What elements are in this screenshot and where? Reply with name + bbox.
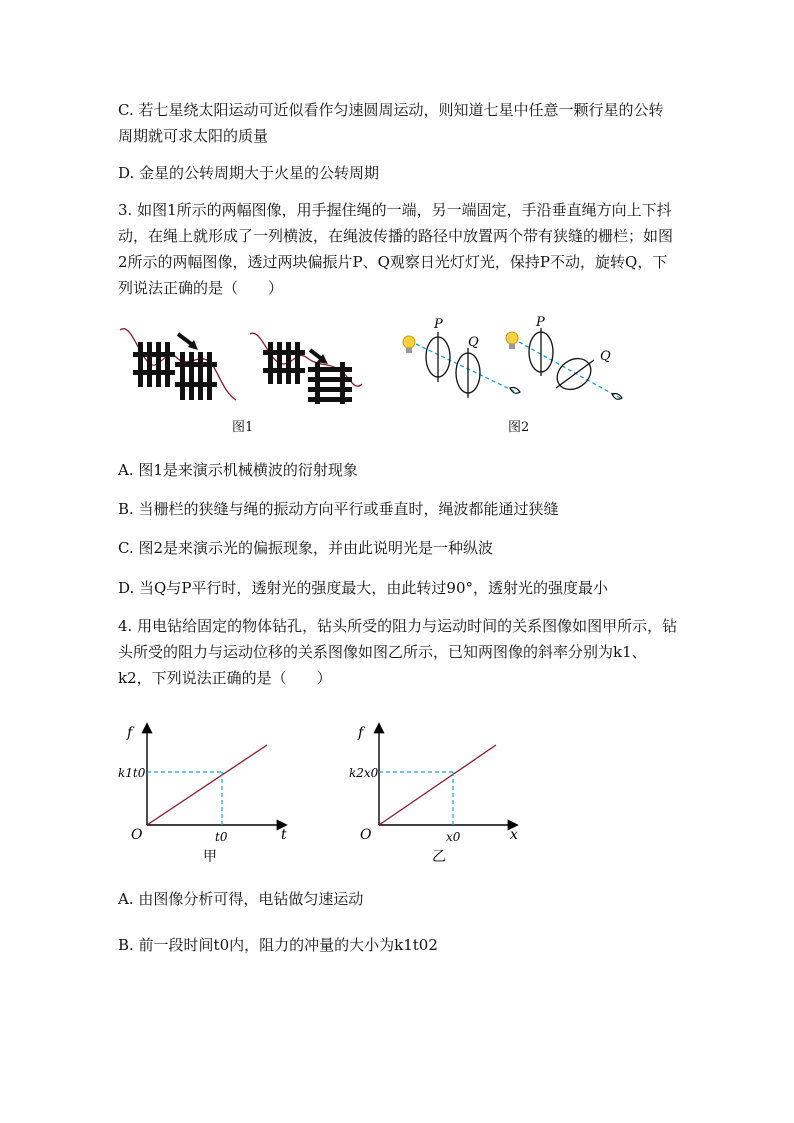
figure1-caption: 图1 (232, 420, 254, 435)
label-p-2: P (536, 315, 545, 330)
polarizer-parallel-setup (403, 317, 520, 398)
label-p-1: P (434, 317, 443, 332)
graph-caption: 乙 (432, 849, 446, 865)
y-axis-label: f (358, 725, 364, 741)
fence-perpendicular-pair (250, 333, 362, 404)
q3-option-a: A. 图1是来演示机械横波的衍射现象 (118, 461, 358, 479)
figure2-caption: 图2 (508, 420, 530, 435)
q3-option-c: C. 图2是来演示光的偏振现象，并由此说明光是一种纵波 (118, 539, 494, 557)
graph-line (147, 745, 267, 825)
lamp-icon (506, 332, 518, 344)
q3-option-b: B. 当栅栏的狭缝与绳的振动方向平行或垂直时，绳波都能通过狭缝 (118, 500, 559, 518)
q2-option-c: C. 若七星绕太阳运动可近似看作匀速圆周运动，则知道七星中任意一颗行星的公转周期就可求太阳的质量 (118, 101, 664, 145)
label-q-2: Q (600, 349, 611, 364)
eye-icon (510, 388, 520, 394)
graph-caption: 甲 (203, 849, 217, 865)
y-tick-label: k2x0 (349, 766, 379, 780)
graph-jia (115, 715, 300, 867)
q2-option-d: D. 金星的公转周期大于火星的公转周期 (118, 164, 380, 182)
figure2-polarizers (398, 312, 633, 412)
q4-option-a: A. 由图像分析可得，电钻做匀速运动 (118, 890, 364, 908)
q4-option-b: B. 前一段时间t0内，阻力的冲量的大小为k1t02 (118, 936, 438, 954)
x-tick-label: x0 (446, 830, 461, 844)
graph-line (379, 745, 496, 825)
origin-label: O (131, 827, 143, 843)
label-q-1: Q (468, 335, 479, 350)
lamp-icon (403, 336, 415, 348)
q3-stem: 3. 如图1所示的两幅图像，用手握住绳的一端，另一端固定，手沿垂直绳方向上下抖动，在绳上就形成了一列横波，在绳波传播的路径中放置两个带有狭缝的栅栏；如图2所示的两幅图像，透过两块偏振片P、Q观察日光灯灯光，保持P不动，旋转Q，下列说法正确的是（ ） (118, 201, 674, 297)
x-tick-label: t0 (215, 830, 228, 844)
origin-label: O (360, 827, 372, 843)
polarizer-perpendicular-setup (506, 315, 622, 399)
q3-option-d: D. 当Q与P平行时，透射光的强度最大，由此转过90°，透射光的强度最小 (118, 579, 609, 597)
figure1-rope-fence (118, 322, 363, 417)
x-axis-label: x (510, 827, 518, 843)
y-axis-label: f (127, 725, 133, 741)
fence-parallel-pair (120, 329, 236, 400)
y-tick-label: k1t0 (118, 766, 146, 780)
x-axis-label: t (281, 827, 287, 843)
graph-yi (346, 715, 531, 867)
q4-stem: 4. 用电钻给固定的物体钻孔，钻头所受的阻力与运动时间的关系图像如图甲所示，钻头所受的阻力与运动位移的关系图像如图乙所示，已知两图像的斜率分别为k1、k2，下列说法正确的是（ ） (118, 617, 678, 687)
